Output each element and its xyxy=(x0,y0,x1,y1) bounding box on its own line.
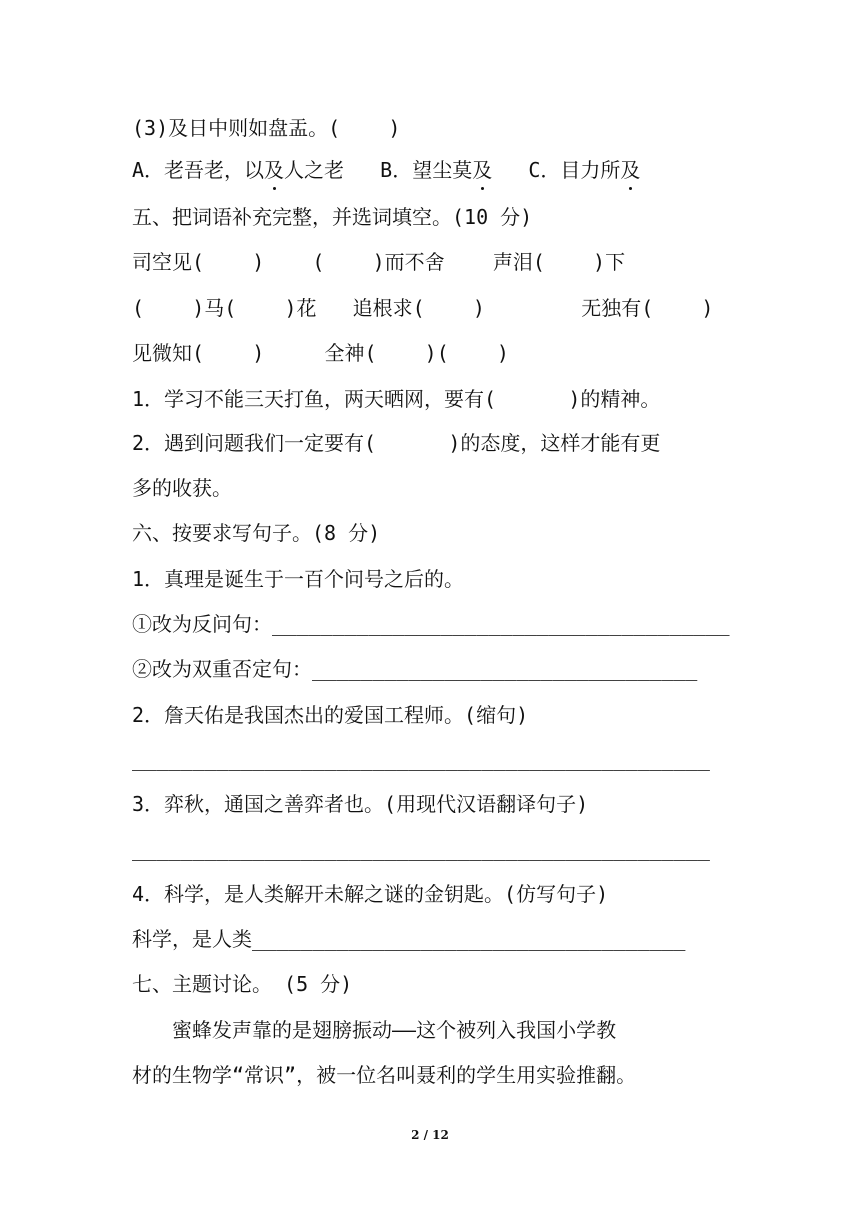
s6-question-1: 1．真理是诞生于一百个问号之后的。 xyxy=(132,567,465,591)
word-row-2: ( )马( )花 追根求( ) 无独有( ) xyxy=(132,296,714,320)
option-c-text: C．目力所 xyxy=(492,158,621,182)
fill-question-2-line-1: 2．遇到问题我们一定要有( )的态度，这样才能有更 xyxy=(132,431,661,455)
paragraph-line-2: 材的生物学“常识”，被一位名叫聂利的学生用实验推翻。 xyxy=(132,1063,637,1087)
dotted-char-c: 及 xyxy=(620,158,641,182)
s6-question-1b: ②改为双重否定句：________________________________ xyxy=(132,657,698,681)
fill-question-1: 1．学习不能三天打鱼，两天晒网，要有( )的精神。 xyxy=(132,387,661,411)
s6-question-2-blank: ________________________________________________ xyxy=(132,747,710,771)
option-a-text: A．老吾老，以 xyxy=(132,158,265,182)
section-6-title: 六、按要求写句子。(8 分) xyxy=(132,521,381,545)
paragraph-line-1: 蜜蜂发声靠的是翅膀振动——这个被列入我国小学教 xyxy=(172,1018,617,1042)
options-line xyxy=(132,156,640,184)
dotted-char-a: 及 xyxy=(264,158,285,182)
page-number: 2 / 12 xyxy=(411,1128,449,1142)
s6-question-3-blank: ________________________________________________ xyxy=(132,837,710,861)
dotted-char-b: 及 xyxy=(472,158,493,182)
s6-question-4-blank: 科学，是人类____________________________________ xyxy=(132,927,686,951)
s6-question-1a: ①改为反问句：______________________________________ xyxy=(132,612,730,636)
option-b-text: 人之老 B．望尘莫 xyxy=(284,158,473,182)
fill-question-2-line-2: 多的收获。 xyxy=(132,476,232,500)
question-3: (3)及日中则如盘盂。( ) xyxy=(132,116,401,140)
s6-question-4: 4．科学，是人类解开未解之谜的金钥匙。(仿写句子) xyxy=(132,882,609,906)
word-row-3: 见微知( ) 全神( )( ) xyxy=(132,341,509,365)
s6-question-2: 2．詹天佑是我国杰出的爱国工程师。(缩句) xyxy=(132,703,529,727)
section-7-title: 七、主题讨论。 (5 分) xyxy=(132,972,353,996)
section-5-title: 五、把词语补充完整，并选词填空。(10 分) xyxy=(132,205,533,229)
s6-question-3: 3．弈秋，通国之善弈者也。(用现代汉语翻译句子) xyxy=(132,792,589,816)
word-row-1: 司空见( ) ( )而不舍 声泪( )下 xyxy=(132,250,626,274)
